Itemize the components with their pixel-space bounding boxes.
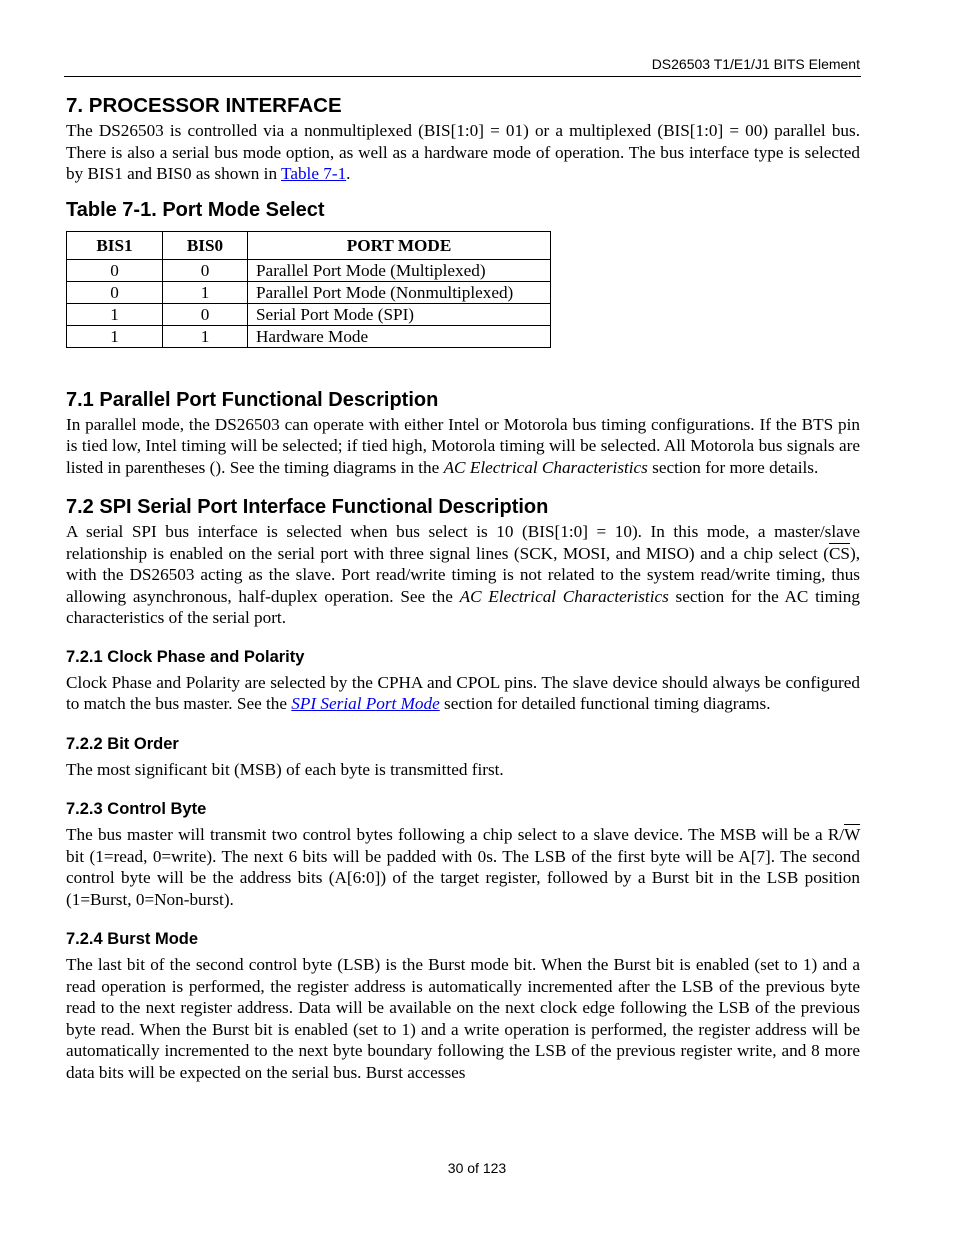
section-7-2-paragraph [66,521,860,629]
section-7-text-end: . [346,164,351,183]
section-7-2-text-mid: ), with the DS26503 acting as the slave. Port read/write timing is not related to the system read/write timing, thus allowing asynchronous, half-duplex operation. See the [66,543,860,606]
section-7-1-text-end: section for more details. [647,457,819,477]
table-cell: Hardware Mode [248,325,551,347]
write-signal: $\overline{W}$ [844,825,860,844]
table-cell: 1 [163,325,248,347]
column-header: PORT MODE [248,231,551,259]
table-row [67,303,551,325]
page-number: 30 of 123 [447,1160,507,1176]
table-cell: Parallel Port Mode (Multiplexed) [248,259,551,281]
page-content [66,92,860,1083]
chip-select-signal: $\overline{CS}$ [828,543,850,563]
section-7-2-text: A serial SPI bus interface is selected when bus select is 10 (BIS[1:0] = 10). In this mode, a master/slave relationship is enabled on the serial port with three signal lines (SCK, MOSI, and MISO) and a chip select ( [66,522,860,563]
table-row [67,259,551,281]
section-7-2-3-text-end: bit (1=read, 0=write). The next 6 bits will be padded with 0s. The LSB of the first byte will be A[7]. The second control byte will be the address bits (A[6:0]) of the target register, followed by a Burst bit in the LSB position (1=Burst, 0=Non-burst). [66,846,860,909]
running-header: DS26503 T1/E1/J1 BITS Element [651,56,860,72]
section-7-2-1-text-end: section for detailed functional timing diagrams. [439,694,771,713]
section-heading-7-2: 7.2 SPI Serial Port Interface Functional Description [66,496,549,518]
column-header: BIS1 [67,231,163,259]
section-heading-7: 7. PROCESSOR INTERFACE [66,94,342,117]
spi-serial-port-mode-link[interactable]: SPI Serial Port Mode [291,694,440,713]
ac-electrical-ref: AC Electrical Characteristics [459,586,669,606]
section-heading-7-2-1: 7.2.1 Clock Phase and Polarity [66,647,305,666]
section-7-2-2-paragraph: The most significant bit (MSB) of each byte is transmitted first. [66,759,504,779]
table-cell: 1 [67,303,163,325]
table-header-row [67,231,551,259]
port-mode-table [66,231,551,348]
table-cell: 1 [163,281,248,303]
section-7-2-1-text: Clock Phase and Polarity are selected by the CPHA and CPOL pins. The slave device should always be configured to match the bus master. See the [66,672,860,713]
section-7-1-text: In parallel mode, the DS26503 can operate with either Intel or Motorola bus timing configurations. If the BTS pin is tied low, Intel timing will be selected; if tied high, Motorola timing will be selected. All Motorola bus signals are listed in parentheses (). See the timing diagrams in the [66,414,860,477]
section-heading-7-1: 7.1 Parallel Port Functional Description [66,388,439,411]
table-7-1-link[interactable]: Table 7-1 [281,164,347,183]
section-7-2-1-paragraph [66,672,860,715]
section-7-2-3-text: The bus master will transmit two control bytes following a chip select to a slave device. The MSB will be a R/ [66,825,845,844]
section-heading-7-2-4: 7.2.4 Burst Mode [66,930,199,948]
table-cell: 0 [67,281,163,303]
section-7-2-4-paragraph: The last bit of the second control byte (LSB) is the Burst mode bit. When the Burst bit is enabled (set to 1) and a read operation is performed, the register address is automatically incremented after the LSB of the previous byte read to the next register address. Data will be available on the next clock edge following the LSB of the previous byte read. When the Burst bit is enabled (set to 1) and a write operation is performed, the register address will be automatically incremented to the next byte boundary following the LSB of the previous register write, and 8 more data bits will be expected on the serial bus. Burst accesses [66,955,860,1082]
table-cell: Serial Port Mode (SPI) [248,303,551,325]
section-7-text: The DS26503 is controlled via a nonmultiplexed (BIS[1:0] = 01) or a multiplexed (BIS[1:0] = 00) parallel bus. There is also a serial bus mode option, as well as a hardware mode of operation. The bus interface type is selected by BIS1 and BIS0 as shown in [66,121,860,183]
table-row [67,281,551,303]
section-7-1-paragraph [66,414,860,479]
section-heading-7-2-2: 7.2.2 Bit Order [66,734,179,753]
table-row [67,325,551,347]
table-cell: Parallel Port Mode (Nonmultiplexed) [248,281,551,303]
section-heading-7-2-3: 7.2.3 Control Byte [66,800,207,818]
section-7-2-3-paragraph [66,824,860,910]
section-7-paragraph [66,120,860,185]
table-cell: 0 [163,303,248,325]
header-rule [64,76,861,77]
table-cell: 1 [67,325,163,347]
section-7-2-text-end: section for the AC timing characteristics of the serial port. [66,586,860,627]
ac-electrical-ref: AC Electrical Characteristics [443,457,648,477]
table-cell: 0 [67,259,163,281]
table-cell: 0 [163,259,248,281]
column-header: BIS0 [163,231,248,259]
table-caption: Table 7-1. Port Mode Select [66,198,325,221]
